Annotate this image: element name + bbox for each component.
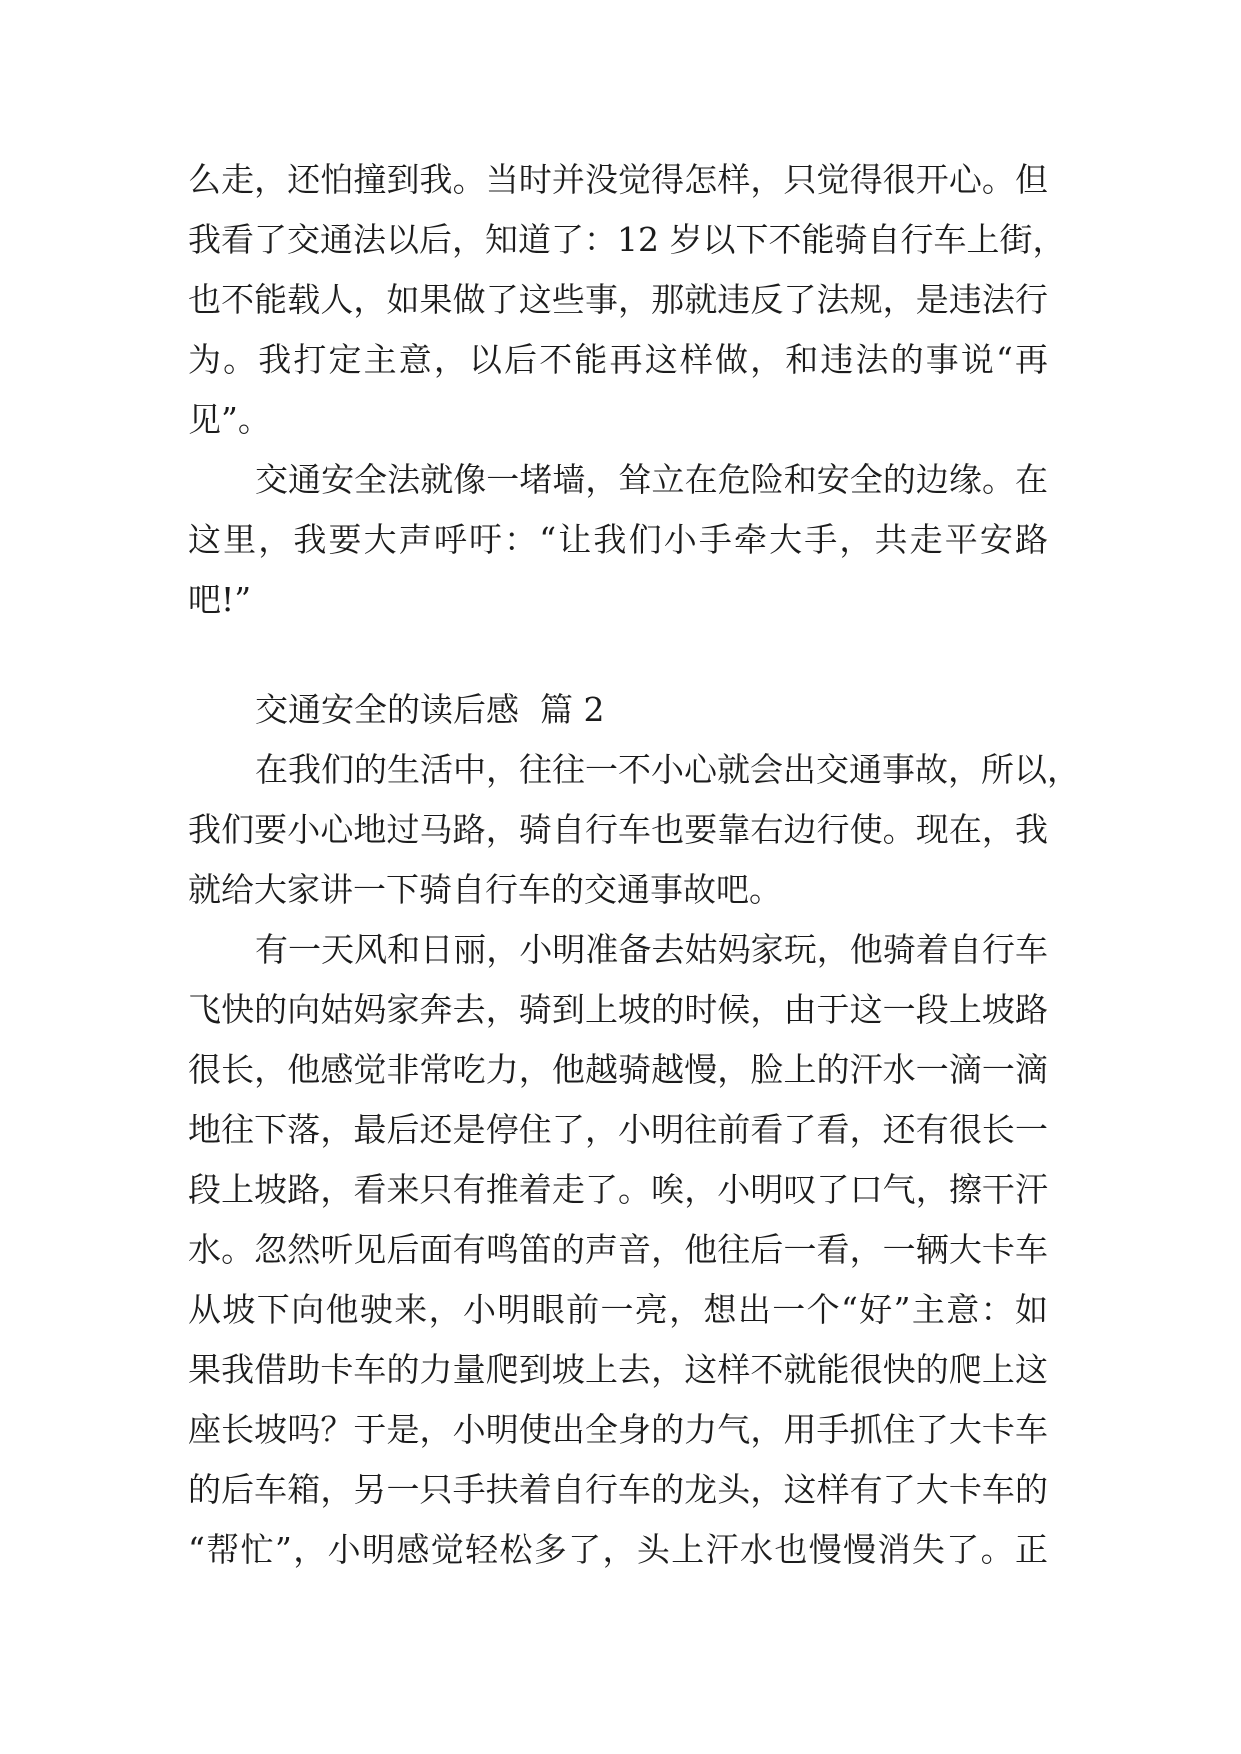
text-line: 从坡下向他驶来，小明眼前一亮，想出一个“好”主意：如 [188, 1290, 1048, 1329]
text-line: 有一天风和日丽，小明准备去姑妈家玩，他骑着自行车 [255, 930, 1048, 969]
text-line: 这里，我要大声呼吁：“让我们小手牵大手，共走平安路 [188, 520, 1048, 559]
text-line: 很长，他感觉非常吃力，他越骑越慢，脸上的汗水一滴一滴 [188, 1050, 1048, 1089]
text-line: 为。我打定主意，以后不能再这样做，和违法的事说“再 [188, 340, 1048, 379]
text-line: 飞快的向姑妈家奔去，骑到上坡的时候，由于这一段上坡路 [188, 990, 1048, 1029]
text-line: 吧!” [188, 580, 252, 619]
text-line: 在我们的生活中，往往一不小心就会出交通事故，所以， [255, 750, 1080, 789]
text-line: 的后车箱，另一只手扶着自行车的龙头，这样有了大卡车的 [188, 1470, 1048, 1509]
text-line: 果我借助卡车的力量爬到坡上去，这样不就能很快的爬上这 [188, 1350, 1048, 1389]
text-line: 段上坡路，看来只有推着走了。唉，小明叹了口气，擦干汗 [188, 1170, 1048, 1209]
text-line: “帮忙”，小明感觉轻松多了，头上汗水也慢慢消失了。正 [188, 1530, 1048, 1569]
text-line: 么走，还怕撞到我。当时并没觉得怎样，只觉得很开心。但 [188, 160, 1048, 199]
section-title: 交通安全的读后感 篇 2 [255, 690, 605, 729]
text-line: 座长坡吗？于是，小明使出全身的力气，用手抓住了大卡车 [188, 1410, 1048, 1449]
text-line: 交通安全法就像一堵墙，耸立在危险和安全的边缘。在 [255, 460, 1048, 499]
text-line: 见”。 [188, 400, 271, 439]
text-line: 也不能载人，如果做了这些事，那就违反了法规，是违法行 [188, 280, 1048, 319]
text-line: 我看了交通法以后，知道了：12 岁以下不能骑自行车上街， [188, 220, 1066, 259]
text-line: 我们要小心地过马路，骑自行车也要靠右边行使。现在，我 [188, 810, 1048, 849]
text-line: 就给大家讲一下骑自行车的交通事故吧。 [188, 870, 782, 909]
text-line: 水。忽然听见后面有鸣笛的声音，他往后一看，一辆大卡车 [188, 1230, 1048, 1269]
text-line: 地往下落，最后还是停住了，小明往前看了看，还有很长一 [188, 1110, 1048, 1149]
